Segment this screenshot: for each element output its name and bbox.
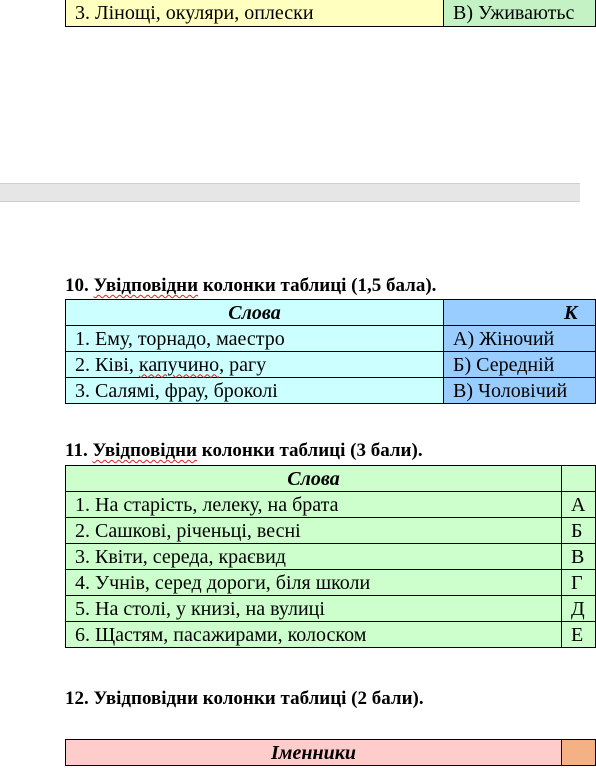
word-cell: 5. На столі, у книзі, на вулиці	[66, 596, 562, 622]
table-row	[66, 570, 596, 596]
table-row	[66, 622, 596, 648]
answer-cell: Д	[562, 596, 596, 622]
word-cell: 6. Щастям, пасажирами, колоском	[66, 622, 562, 648]
task-number: 10.	[65, 275, 89, 296]
column-header	[562, 740, 596, 766]
answer-cell: В	[562, 544, 596, 570]
answer-cell: В) Чоловічий	[444, 378, 596, 404]
task-10-heading	[65, 275, 436, 297]
word-cell	[66, 326, 444, 352]
spellcheck-word: Увідповідни	[93, 275, 199, 296]
current-page	[0, 202, 586, 771]
cell-text: 3. Салямі, фрау, броколі	[75, 379, 278, 402]
table-row	[66, 544, 596, 570]
word-cell	[66, 378, 444, 404]
page-break-gap	[0, 183, 580, 202]
answer-cell: Б) Середній	[444, 352, 596, 378]
word-cell: 2. Сашкові, річеньці, весні	[66, 518, 562, 544]
table-row	[66, 0, 596, 26]
column-header	[562, 466, 596, 492]
cell-text: 1. Ему, торнадо, маестро	[75, 327, 285, 350]
answer-cell: Г	[562, 570, 596, 596]
previous-page	[0, 0, 580, 183]
table-header-row	[66, 466, 596, 492]
task-10-table	[65, 299, 596, 404]
previous-task-table	[65, 0, 596, 27]
task-12-heading: 12. Увідповідни колонки таблиці (2 бали).	[65, 688, 424, 709]
cell-text: 2. Ківі,	[75, 353, 139, 376]
task-11-table	[65, 465, 596, 648]
task-12-table	[65, 739, 596, 766]
table-row	[66, 326, 596, 352]
table-header-row	[66, 740, 596, 766]
task-11-heading	[65, 440, 423, 462]
table-row	[66, 492, 596, 518]
spellcheck-word: капучино	[138, 353, 220, 376]
answer-cell: В) Уживаютьс	[444, 0, 596, 26]
heading-text: колонки таблиці (3 бали).	[197, 440, 423, 461]
column-header: Іменники	[66, 740, 562, 766]
word-cell: 3. Лінощі, окуляри, оплески	[66, 0, 444, 26]
word-cell: 3. Квіти, середа, краєвид	[66, 544, 562, 570]
word-cell	[66, 352, 444, 378]
spellcheck-word: Увідповідни	[92, 440, 198, 461]
cell-text: , рагу	[219, 353, 267, 376]
word-cell: 1. На старість, лелеку, на брата	[66, 492, 562, 518]
column-header: Слова	[66, 466, 562, 492]
answer-cell: Б	[562, 518, 596, 544]
column-header: Слова	[66, 300, 444, 326]
table-header-row	[66, 300, 596, 326]
table-row	[66, 352, 596, 378]
answer-cell: А) Жіночий	[444, 326, 596, 352]
table-row	[66, 378, 596, 404]
answer-cell: А	[562, 492, 596, 518]
column-header: К	[444, 300, 596, 326]
heading-text: колонки таблиці (1,5 бала).	[198, 275, 437, 296]
table-row	[66, 596, 596, 622]
word-cell: 4. Учнів, серед дороги, біля школи	[66, 570, 562, 596]
table-row	[66, 518, 596, 544]
task-number: 11.	[65, 440, 88, 461]
answer-cell: Е	[562, 622, 596, 648]
